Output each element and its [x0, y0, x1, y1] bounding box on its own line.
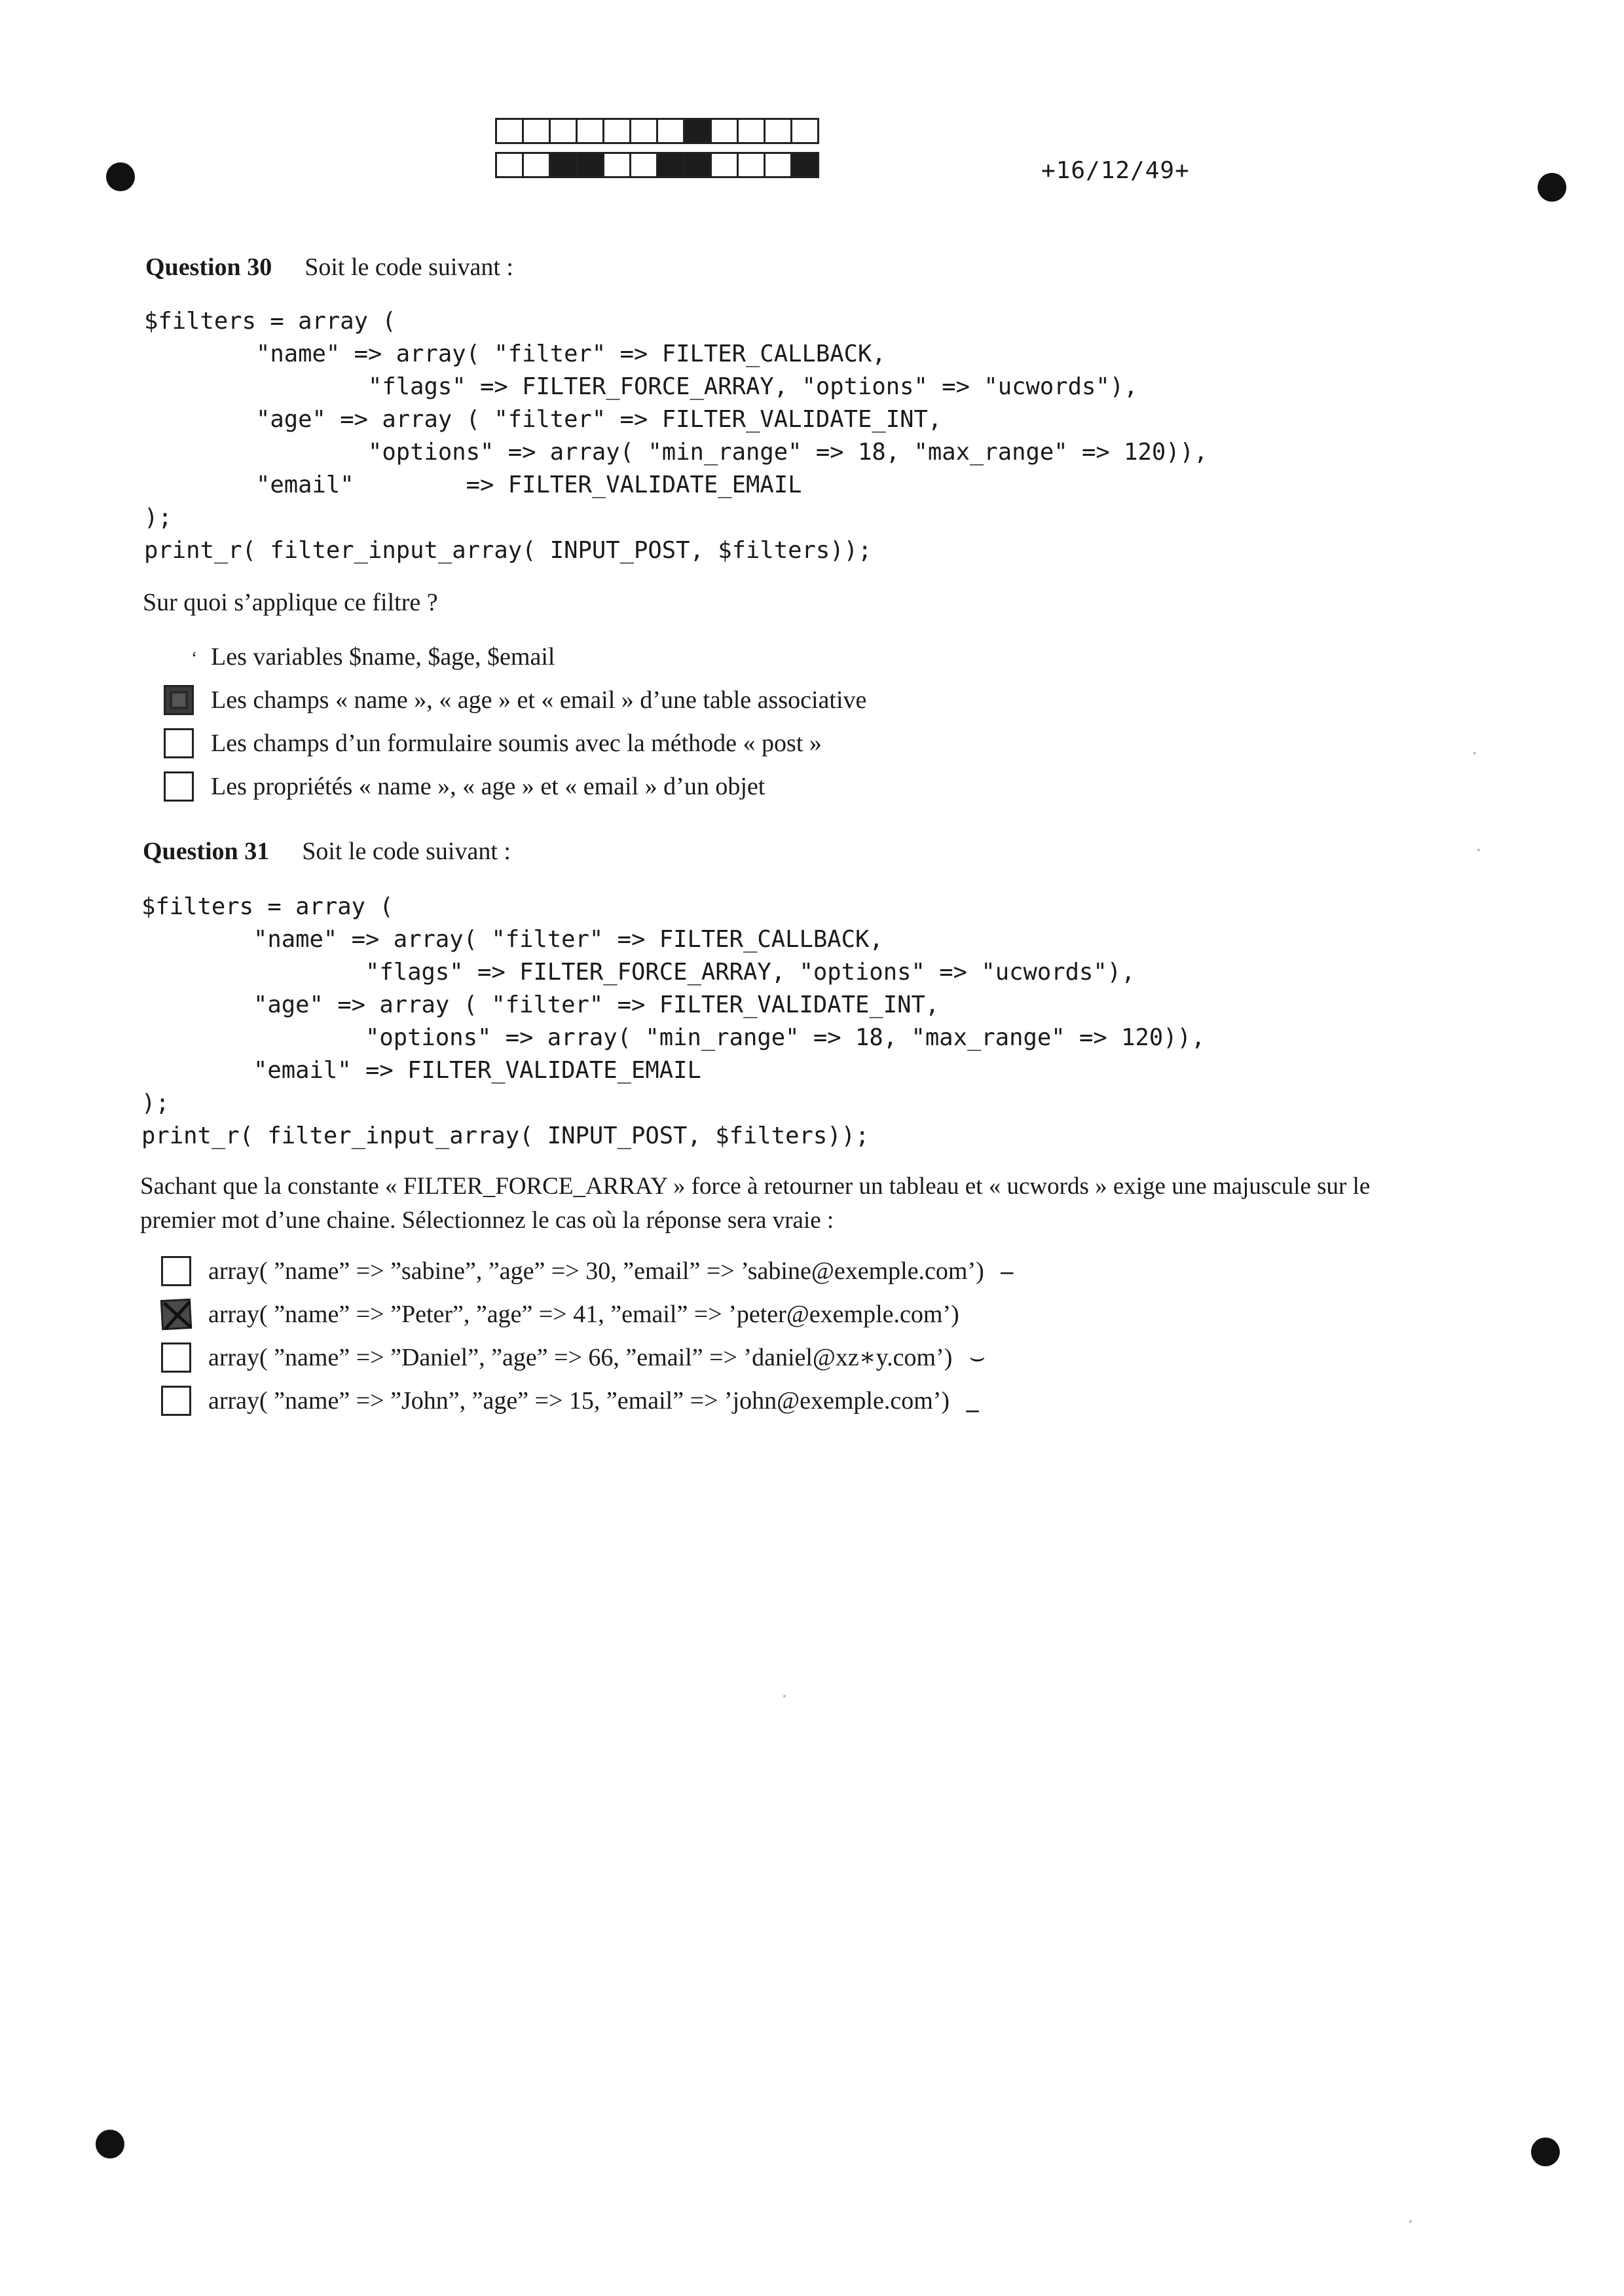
barcode-cell [710, 118, 739, 144]
q30-checkbox-4[interactable] [164, 771, 194, 802]
pen-mark: _ [966, 1387, 979, 1415]
page-id: +16/12/49+ [1041, 157, 1190, 184]
q30-checkbox-3[interactable] [164, 728, 194, 758]
barcode-cell [495, 152, 524, 178]
pen-tick: ‘ [191, 648, 198, 669]
question-30-prompt: Sur quoi s’applique ce filtre ? [143, 589, 438, 616]
question-31-code: $filters = array ( "name" => array( "filter" => FILTER_CALLBACK, "flags" => FILTER_FORCE_ARRAY, "options" => "ucwords"), "age" => array ( "filter" => FILTER_VALIDATE_INT, "options" => array( "min_range" => 18, "max_range" => 120)), "email" => FILTER_VALIDATE_EMAIL ); print_r( filter_input_array( INPUT_POST, $filters)); [141, 893, 1206, 1149]
choice-label: array( ”name” => ”John”, ”age” => 15, ”email” => ’john@exemple.com’) [208, 1387, 950, 1415]
barcode-row-1 [495, 118, 817, 144]
scan-speck [1409, 2220, 1412, 2223]
barcode-cell [790, 152, 819, 178]
q30-checkbox-2[interactable] [164, 685, 194, 715]
registration-mark-bottom-left [96, 2130, 124, 2158]
barcode-cell [522, 152, 551, 178]
barcode-cell [737, 152, 766, 178]
q31-checkbox-3[interactable] [161, 1342, 191, 1373]
barcode-cell [656, 152, 685, 178]
registration-mark-top-left [106, 162, 135, 191]
barcode-cell [790, 118, 819, 144]
barcode-cell [522, 118, 551, 144]
question-intro: Soit le code suivant : [304, 253, 513, 281]
barcode-cell [549, 152, 578, 178]
scan-speck [1473, 752, 1476, 754]
choice-label: array( ”name” => ”Peter”, ”age” => 41, ”email” => ’peter@exemple.com’) [208, 1301, 959, 1328]
barcode-cell [764, 152, 792, 178]
choice-label: Les variables $name, $age, $email [211, 643, 555, 671]
barcode-cell [764, 118, 792, 144]
barcode-cell [710, 152, 739, 178]
q31-choice-4 [208, 1384, 979, 1417]
q30-choice-2 [211, 684, 866, 716]
pen-mark: ⌣ [969, 1344, 986, 1371]
q30-choice-3 [211, 727, 822, 760]
q31-choice-1 [208, 1255, 1013, 1287]
registration-mark-bottom-right [1531, 2138, 1560, 2166]
question-30-code: $filters = array ( "name" => array( "filter" => FILTER_CALLBACK, "flags" => FILTER_FORCE_ARRAY, "options" => "ucwords"), "age" => array ( "filter" => FILTER_VALIDATE_INT, "options" => array( "min_range" => 18, "max_range" => 120)), "email" => FILTER_VALIDATE_EMAIL ); print_r( filter_input_array( INPUT_POST, $filters)); [144, 308, 1208, 564]
barcode-cell [683, 152, 712, 178]
choice-label: array( ”name” => ”sabine”, ”age” => 30, ”email” => ’sabine@exemple.com’) [208, 1257, 984, 1285]
pen-mark: – [1001, 1257, 1014, 1285]
choice-label: Les champs « name », « age » et « email » d’une table associative [211, 686, 867, 714]
barcode-cell [576, 118, 604, 144]
barcode-cell [602, 118, 631, 144]
barcode-cell [683, 118, 712, 144]
question-number: Question 31 [143, 838, 270, 865]
barcode-cell [576, 152, 604, 178]
choice-label: array( ”name” => ”Daniel”, ”age” => 66, ”email” => ’daniel@xz∗y.com’) [208, 1344, 953, 1371]
q31-choice-3 [208, 1341, 986, 1374]
q30-choice-1 [211, 640, 555, 673]
barcode-cell [602, 152, 631, 178]
q30-choice-4 [211, 770, 765, 803]
question-31-prompt-line-1: Sachant que la constante « FILTER_FORCE_ARRAY » force à retourner un tableau et « ucwords » exige une majuscule sur le [140, 1173, 1371, 1200]
scan-speck [783, 1695, 786, 1697]
q31-checkbox-1[interactable] [161, 1256, 191, 1286]
question-intro: Soit le code suivant : [302, 838, 511, 865]
registration-mark-top-right [1538, 173, 1566, 202]
barcode-cell [549, 118, 578, 144]
q31-checkbox-4[interactable] [161, 1386, 191, 1416]
choice-label: Les propriétés « name », « age » et « email » d’un objet [211, 773, 766, 800]
q31-choice-2 [208, 1298, 959, 1331]
barcode-cell [495, 118, 524, 144]
scan-speck [1477, 849, 1480, 851]
question-31-prompt-line-2: premier mot d’une chaine. Sélectionnez le cas où la réponse sera vraie : [140, 1207, 834, 1234]
barcode-cell [629, 118, 658, 144]
barcode-cell [737, 118, 766, 144]
barcode-cell [629, 152, 658, 178]
barcode-row-2 [495, 152, 817, 178]
question-31-header [143, 837, 511, 866]
choice-label: Les champs d’un formulaire soumis avec la méthode « post » [211, 730, 822, 757]
barcode-cell [656, 118, 685, 144]
q31-checkbox-2[interactable] [160, 1299, 192, 1330]
question-number: Question 30 [145, 253, 272, 281]
question-30-header [145, 253, 513, 282]
